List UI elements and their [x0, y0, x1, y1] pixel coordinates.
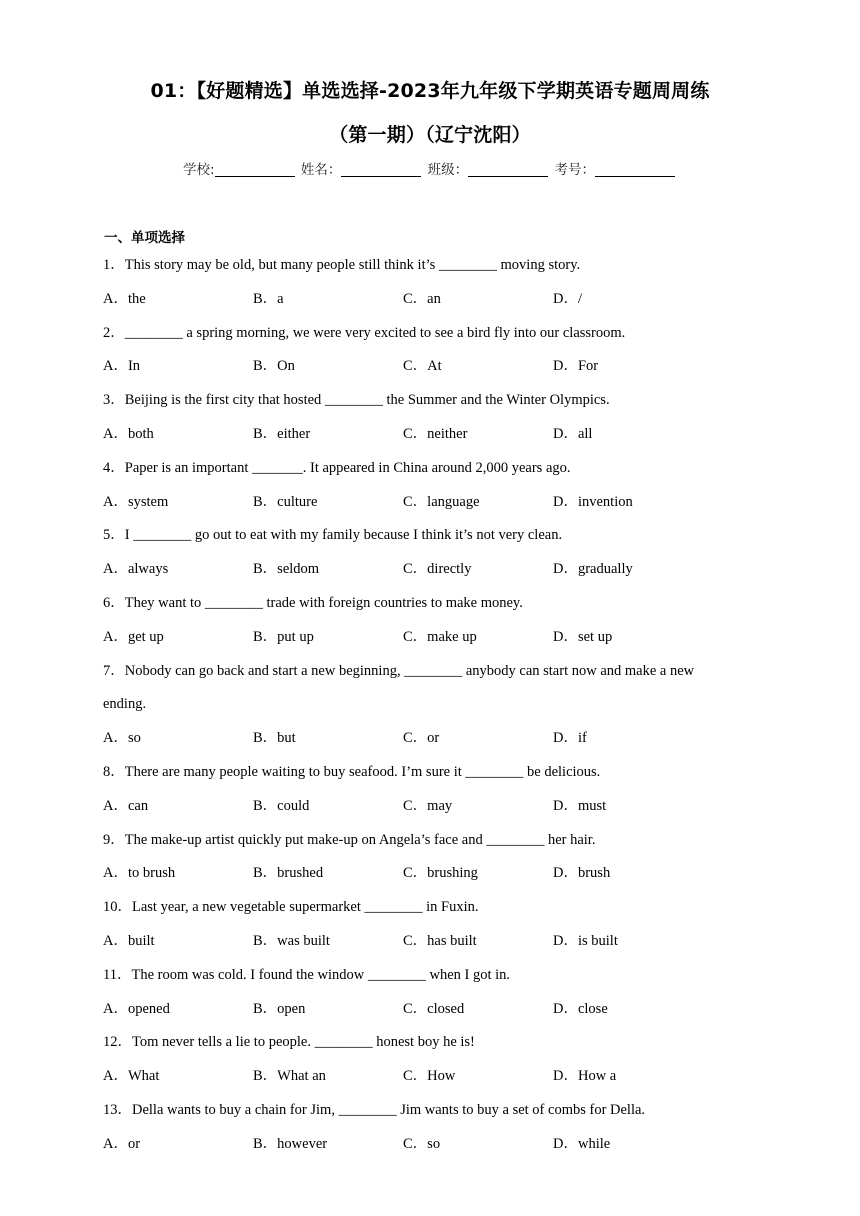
- exam-number-label: 考号：: [554, 162, 595, 178]
- question-text: 7．Nobody can go back and start a new beginning, ________ anybody can start now and make a new: [103, 662, 695, 679]
- school-blank: [215, 162, 295, 177]
- answer-option-c[interactable]: C．has built: [403, 933, 477, 949]
- answer-option-c[interactable]: C．so: [403, 1135, 441, 1152]
- question-text: 10．Last year, a new vegetable supermarket ________ in Fuxin.: [103, 899, 479, 916]
- answer-option-a[interactable]: A．In: [103, 358, 141, 375]
- question-text: ending.: [103, 696, 147, 713]
- page-title-line-2: （第一期）（辽宁沈阳）: [329, 124, 531, 146]
- section-title: 一、单项选择: [104, 230, 185, 246]
- answer-option-c[interactable]: C．language: [403, 493, 480, 510]
- exam-number-blank: [595, 162, 675, 177]
- answer-option-c[interactable]: C．neither: [403, 426, 468, 442]
- question-text: 13．Della wants to buy a chain for Jim, ________ Jim wants to buy a set of combs for Della.: [103, 1102, 646, 1118]
- answer-options: [103, 789, 803, 823]
- answer-option-a[interactable]: A．built: [103, 933, 155, 949]
- answer-option-b[interactable]: B．but: [253, 730, 296, 747]
- question-text: 8．There are many people waiting to buy seafood. I’m sure it ________ be delicious.: [103, 764, 601, 780]
- answer-option-b[interactable]: B．culture: [253, 493, 318, 510]
- answer-option-b[interactable]: B．a: [253, 290, 284, 307]
- question-text: 12．Tom never tells a lie to people. ________ honest boy he is!: [103, 1034, 475, 1051]
- question-text: 2．________ a spring morning, we were very excited to see a bird fly into our classroom.: [103, 324, 626, 341]
- answer-option-a[interactable]: A．or: [103, 1135, 141, 1152]
- answer-options: [103, 1127, 803, 1161]
- answer-option-c[interactable]: C．or: [403, 730, 440, 747]
- question-text: 9．The make-up artist quickly put make-up on Angela’s face and ________ her hair.: [103, 831, 596, 848]
- answer-option-b[interactable]: B．either: [253, 426, 311, 442]
- class-blank: [468, 162, 548, 177]
- answer-options: [103, 1059, 803, 1093]
- answer-option-c[interactable]: C．an: [403, 290, 441, 307]
- answer-options: [103, 485, 803, 519]
- answer-option-d[interactable]: D．while: [553, 1135, 611, 1152]
- answer-option-a[interactable]: A．so: [103, 730, 141, 747]
- question-text: 1．This story may be old, but many people still think it’s ________ moving story.: [103, 257, 581, 273]
- answer-option-d[interactable]: D．all: [553, 426, 593, 442]
- answer-option-b[interactable]: B．put up: [253, 628, 314, 645]
- answer-option-c[interactable]: C．brushing: [403, 865, 478, 882]
- answer-option-d[interactable]: D．if: [553, 730, 587, 747]
- page-title-line-1: 01：【好题精选】单选选择-2023年九年级下学期英语专题周周练: [150, 80, 710, 102]
- name-label: 姓名：: [300, 162, 342, 178]
- answer-option-b[interactable]: B．brushed: [253, 865, 324, 882]
- answer-options: [103, 856, 803, 890]
- question-text: 4．Paper is an important _______. It appeared in China around 2,000 years ago.: [103, 459, 571, 476]
- answer-option-b[interactable]: B．was built: [253, 933, 330, 949]
- answer-option-a[interactable]: A．can: [103, 797, 149, 814]
- answer-options: [103, 992, 803, 1026]
- answer-option-c[interactable]: C．may: [403, 797, 453, 814]
- answer-option-b[interactable]: B．however: [253, 1135, 328, 1152]
- answer-option-d[interactable]: D．is built: [553, 933, 618, 949]
- question-text: 3．Beijing is the first city that hosted ________ the Summer and the Winter Olympics.: [103, 392, 610, 409]
- answer-option-d[interactable]: D．close: [553, 1000, 608, 1017]
- answer-option-d[interactable]: D．For: [553, 358, 599, 375]
- answer-options: [103, 620, 803, 654]
- answer-option-b[interactable]: B．What an: [253, 1068, 326, 1085]
- answer-option-d[interactable]: D．How a: [553, 1068, 617, 1085]
- answer-option-c[interactable]: C．directly: [403, 561, 472, 578]
- answer-option-c[interactable]: C．How: [403, 1068, 456, 1085]
- answer-options: [103, 349, 803, 383]
- question-text: 5．I ________ go out to eat with my family because I think it’s not very clean.: [103, 527, 563, 544]
- answer-option-d[interactable]: D．brush: [553, 865, 611, 882]
- answer-options: [103, 924, 803, 958]
- answer-option-a[interactable]: A．both: [103, 426, 154, 442]
- answer-option-d[interactable]: D．invention: [553, 493, 633, 510]
- answer-option-d[interactable]: D．/: [553, 290, 582, 307]
- answer-option-a[interactable]: A．opened: [103, 1000, 170, 1017]
- question-text: 11．The room was cold. I found the window ________ when I got in.: [103, 966, 511, 983]
- answer-options: [103, 282, 803, 316]
- answer-option-b[interactable]: B．seldom: [253, 561, 320, 578]
- answer-options: [103, 417, 803, 451]
- answer-option-a[interactable]: A．to brush: [103, 865, 176, 882]
- answer-option-a[interactable]: A．get up: [103, 628, 164, 645]
- answer-option-b[interactable]: B．open: [253, 1000, 306, 1017]
- school-label: 学校:: [183, 162, 215, 178]
- answer-options: [103, 552, 803, 586]
- student-info-row: [60, 158, 800, 178]
- answer-option-d[interactable]: D．set up: [553, 628, 613, 645]
- answer-option-c[interactable]: C．make up: [403, 628, 477, 645]
- answer-option-d[interactable]: D．gradually: [553, 561, 633, 578]
- answer-options: [103, 721, 803, 755]
- class-label: 班级：: [427, 162, 469, 178]
- answer-option-b[interactable]: B．On: [253, 358, 295, 375]
- answer-option-d[interactable]: D．must: [553, 797, 607, 814]
- name-blank: [341, 162, 421, 177]
- answer-option-c[interactable]: C．closed: [403, 1000, 465, 1017]
- answer-option-c[interactable]: C．At: [403, 358, 442, 375]
- answer-option-a[interactable]: A．system: [103, 493, 169, 510]
- question-text: 6．They want to ________ trade with foreign countries to make money.: [103, 595, 523, 611]
- answer-option-a[interactable]: A．always: [103, 561, 169, 578]
- answer-option-a[interactable]: A．What: [103, 1068, 160, 1085]
- answer-option-b[interactable]: B．could: [253, 797, 310, 814]
- answer-option-a[interactable]: A．the: [103, 290, 146, 307]
